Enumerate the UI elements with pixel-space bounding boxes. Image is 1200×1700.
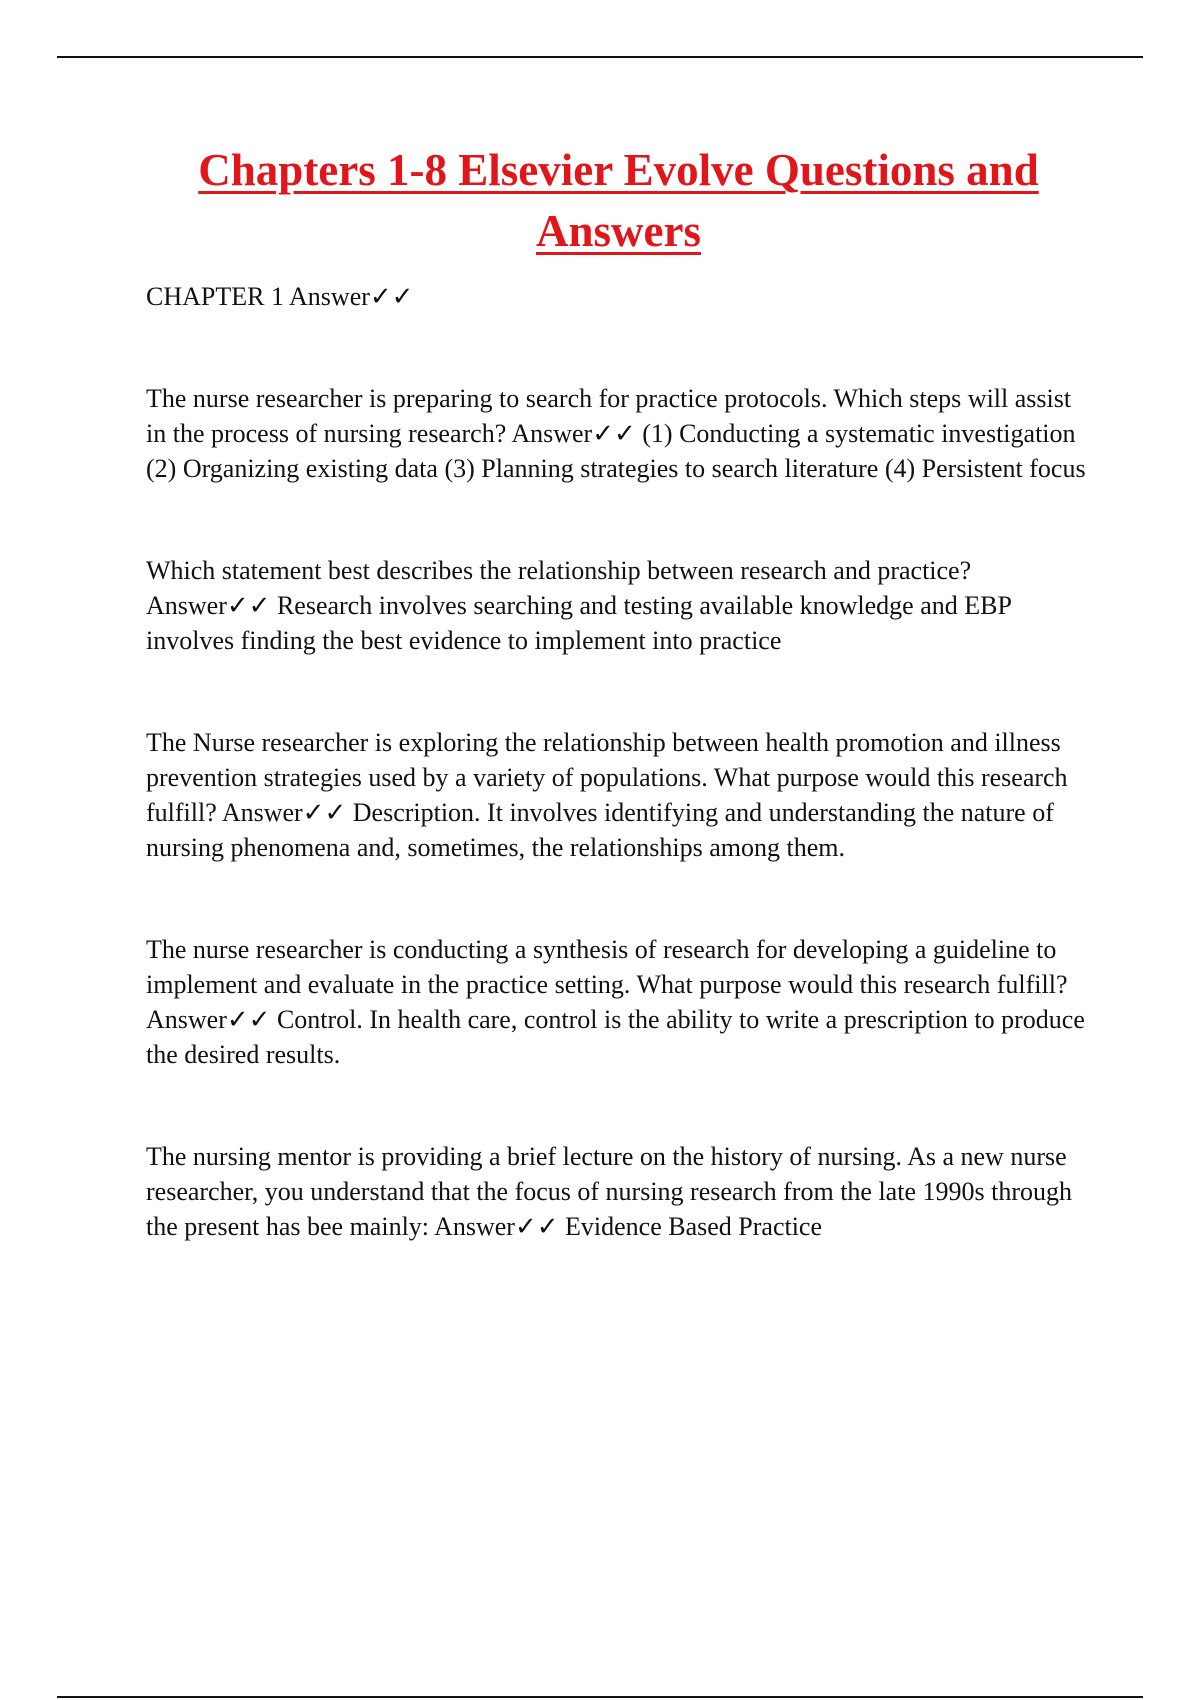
qa-item-4: The nurse researcher is conducting a synthesis of research for developing a guideline to implement and evaluate in the practice setting. What purpose would this research fulfill? Answer✓✓ Control. In health care, control is the ability to write a prescription to produce the desired results. bbox=[146, 935, 1085, 1069]
chapter-heading: CHAPTER 1 Answer✓✓ bbox=[146, 282, 414, 311]
qa-item-2: Which statement best describes the relationship between research and practice? Answer✓✓ Research involves searching and testing available knowledge and EBP involves finding the best evidence to implement into practice bbox=[146, 556, 1011, 655]
footer-rule bbox=[57, 1696, 1143, 1698]
qa-item-1: The nurse researcher is preparing to search for practice protocols. Which steps will assist in the process of nursing research? Answer✓✓ (1) Conducting a systematic investigation (2) Organizing existing data (3) Planning strategies to search literature (4) Persistent focus bbox=[146, 384, 1086, 483]
header-rule bbox=[57, 56, 1143, 58]
qa-item-3: The Nurse researcher is exploring the relationship between health promotion and illness prevention strategies used by a variety of populations. What purpose would this research fulfill? Answer✓✓ Description. It involves identifying and understanding the nature of nursing phenomena and, sometimes, the relationships among them. bbox=[146, 728, 1068, 862]
document-body bbox=[146, 279, 1096, 1244]
document-title: Chapters 1-8 Elsevier Evolve Questions and Answers bbox=[198, 145, 1039, 256]
qa-item-5: The nursing mentor is providing a brief lecture on the history of nursing. As a new nurse researcher, you understand that the focus of nursing research from the late 1990s through the present has bee mainly: Answer✓✓ Evidence Based Practice bbox=[146, 1142, 1072, 1241]
